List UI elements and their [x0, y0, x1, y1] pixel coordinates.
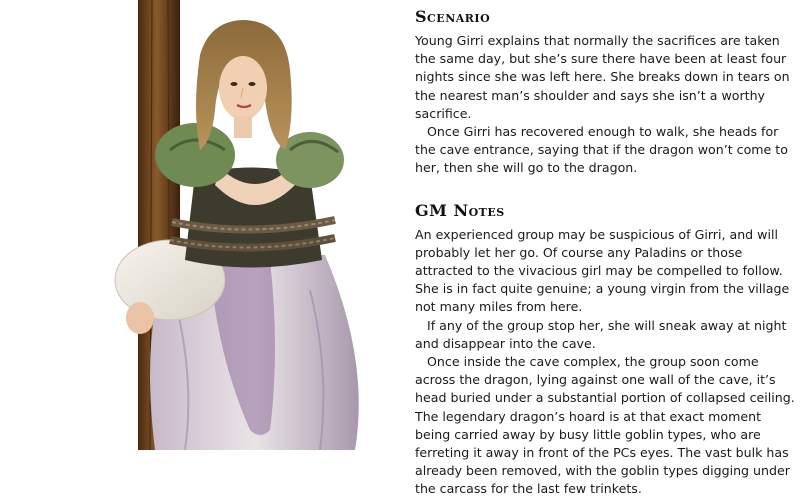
gm-notes-paragraph: Once inside the cave complex, the group soon come across the dragon, lying against one wall of the cave, it’s head buried under a substantial portion of collapsed ceiling. The legendary dragon’s hoard is at that exact moment being carried away by busy little goblin types, who are ferreting it away in front of the PCs eyes. The vast bulk has already been removed, with the goblin types digging under the carcass for the last few trinkets.	[415, 354, 795, 497]
left-shoulder-green	[155, 123, 235, 187]
gm-notes-paragraph: If any of the group stop her, she will sneak away at night and disappear into the cave.	[415, 317, 787, 351]
scenario-paragraph: Young Girri explains that normally the sacrifices are taken the same day, but she’s sure there have been at least four nights since she was left here. She breaks down in tears on the nearest man’s shoulder and says she isn’t a worthy sacrifice.	[415, 33, 790, 121]
gm-notes-heading: GM Notes	[415, 200, 505, 220]
gm-notes-paragraph: An experienced group may be suspicious of Girri, and will probably let her go. Of course any Paladins or those attracted to the vivacious girl may be compelled to follow. She is in fact quite genuine; a young virgin from the village not many miles from here.	[415, 226, 790, 315]
text-column	[415, 6, 795, 499]
scenario-paragraph: Once Girri has recovered enough to walk, she heads for the cave entrance, saying that if the dragon won’t come to her, then she will go to the dragon.	[415, 124, 788, 176]
illustration-girl-tied-to-post	[100, 0, 390, 450]
scenario-heading: Scenario	[415, 7, 491, 26]
